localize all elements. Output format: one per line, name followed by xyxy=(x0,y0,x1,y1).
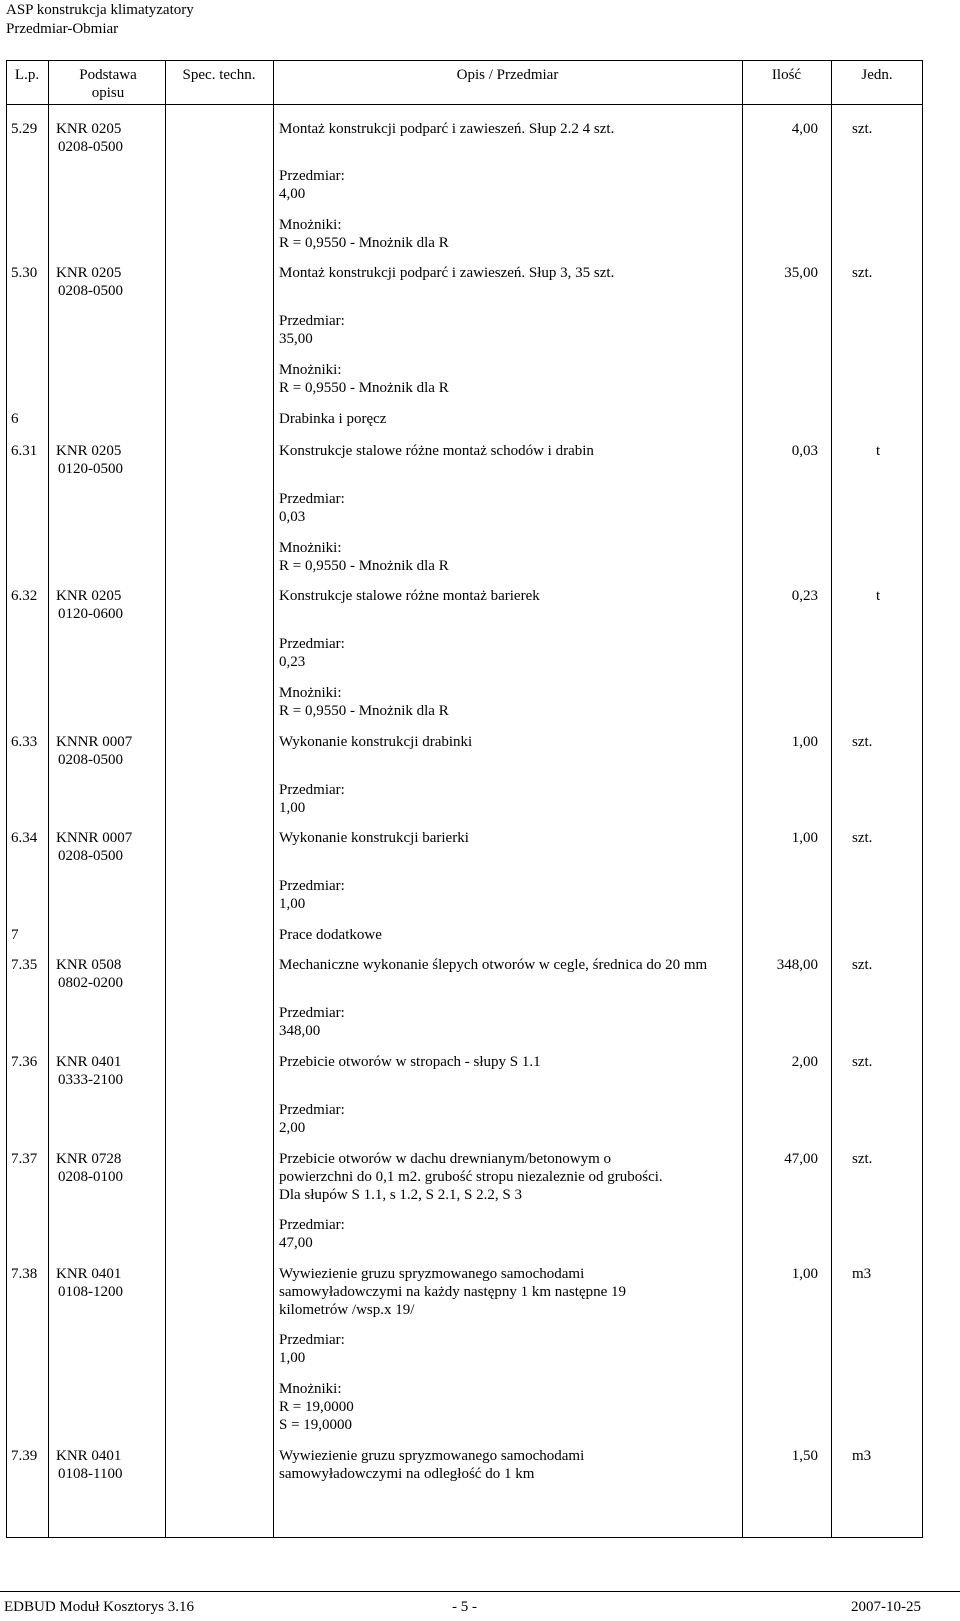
przedmiar-label: Przedmiar: xyxy=(279,636,345,652)
mnozniki-label: Mnożniki: xyxy=(279,540,342,556)
row-code: 0208-0500 xyxy=(58,139,123,155)
footer-divider xyxy=(0,1591,960,1592)
mnozniki-label: Mnożniki: xyxy=(279,217,342,233)
row-unit: szt. xyxy=(852,734,873,750)
row-lp: 7.36 xyxy=(11,1054,38,1070)
przedmiar-value: 0,03 xyxy=(279,509,306,525)
row-description: Wykonanie konstrukcji drabinki xyxy=(279,734,473,750)
row-quantity: 1,50 xyxy=(791,1448,818,1464)
row-lp: 5.29 xyxy=(11,121,38,137)
col-header-qty: Ilość xyxy=(771,67,802,83)
mnoznik-value: R = 0,9550 - Mnożnik dla R xyxy=(279,235,449,251)
document-title: ASP konstrukcja klimatyzatory xyxy=(6,2,194,18)
przedmiar-value: 1,00 xyxy=(279,896,306,912)
row-description: Konstrukcje stalowe różne montaż schodów i drabin xyxy=(279,443,594,459)
row-unit: szt. xyxy=(852,830,873,846)
row-description: Mechaniczne wykonanie ślepych otworów w cegle, średnica do 20 mm xyxy=(279,957,708,973)
row-code: 0333-2100 xyxy=(58,1072,123,1088)
przedmiar-label: Przedmiar: xyxy=(279,1332,345,1348)
row-unit: szt. xyxy=(852,957,873,973)
row-code: KNR 0205 xyxy=(56,265,122,281)
mnoznik-value: R = 0,9550 - Mnożnik dla R xyxy=(279,703,449,719)
row-code: 0802-0200 xyxy=(58,975,123,991)
mnozniki-label: Mnożniki: xyxy=(279,685,342,701)
row-quantity: 35,00 xyxy=(784,265,818,281)
row-lp: 6.34 xyxy=(11,830,38,846)
row-code: KNNR 0007 xyxy=(56,830,133,846)
przedmiar-value: 1,00 xyxy=(279,800,306,816)
mnoznik-value: R = 0,9550 - Mnożnik dla R xyxy=(279,558,449,574)
row-description: Przebicie otworów w stropach - słupy S 1.1 xyxy=(279,1054,541,1070)
row-lp: 6.33 xyxy=(11,734,38,750)
row-lp: 7.37 xyxy=(11,1151,38,1167)
mnoznik-value: S = 19,0000 xyxy=(279,1417,353,1433)
mnozniki-label: Mnożniki: xyxy=(279,1381,342,1397)
przedmiar-value: 35,00 xyxy=(279,331,313,347)
przedmiar-label: Przedmiar: xyxy=(279,878,345,894)
footer-date: 2007-10-25 xyxy=(851,1599,921,1615)
column-divider xyxy=(273,60,274,1538)
row-description: Konstrukcje stalowe różne montaż barierek xyxy=(279,588,540,604)
przedmiar-value: 1,00 xyxy=(279,1350,306,1366)
row-code: KNR 0508 xyxy=(56,957,122,973)
przedmiar-label: Przedmiar: xyxy=(279,491,345,507)
przedmiar-value: 2,00 xyxy=(279,1120,306,1136)
przedmiar-label: Przedmiar: xyxy=(279,1102,345,1118)
row-code: KNR 0205 xyxy=(56,443,122,459)
mnoznik-value: R = 0,9550 - Mnożnik dla R xyxy=(279,380,449,396)
row-unit: szt. xyxy=(852,121,873,137)
col-header-spec: Spec. techn. xyxy=(182,67,256,83)
mnoznik-value: R = 19,0000 xyxy=(279,1399,354,1415)
row-code: 0208-0500 xyxy=(58,283,123,299)
row-code: 0108-1200 xyxy=(58,1284,123,1300)
przedmiar-value: 47,00 xyxy=(279,1235,313,1251)
row-description: Przebicie otworów w dachu drewnianym/betonowym o powierzchni do 0,1 m2. grubość stropu niezaleznie od grubości. Dla słupów S 1.1, s 1.2, S 2.1, S 2.2, S 3 xyxy=(279,1151,663,1203)
section-number: 7 xyxy=(11,927,19,943)
row-lp: 7.39 xyxy=(11,1448,38,1464)
row-code: 0208-0500 xyxy=(58,752,123,768)
row-lp: 5.30 xyxy=(11,265,38,281)
row-quantity: 4,00 xyxy=(791,121,818,137)
przedmiar-label: Przedmiar: xyxy=(279,782,345,798)
col-header-desc: Opis / Przedmiar xyxy=(456,67,559,83)
row-unit: szt. xyxy=(852,265,873,281)
przedmiar-value: 348,00 xyxy=(279,1023,321,1039)
header-divider xyxy=(6,104,923,105)
row-quantity: 1,00 xyxy=(791,1266,818,1282)
row-code: KNNR 0007 xyxy=(56,734,133,750)
col-header-unit: Jedn. xyxy=(861,67,893,83)
row-unit: t xyxy=(876,588,881,604)
row-quantity: 0,03 xyxy=(791,443,818,459)
col-header-lp: L.p. xyxy=(14,67,40,83)
column-divider xyxy=(831,60,832,1538)
przedmiar-label: Przedmiar: xyxy=(279,313,345,329)
row-description: Wykonanie konstrukcji barierki xyxy=(279,830,469,846)
row-quantity: 1,00 xyxy=(791,734,818,750)
section-number: 6 xyxy=(11,411,19,427)
przedmiar-value: 4,00 xyxy=(279,186,306,202)
przedmiar-value: 0,23 xyxy=(279,654,306,670)
section-title: Prace dodatkowe xyxy=(279,927,382,943)
row-quantity: 1,00 xyxy=(791,830,818,846)
row-description: Montaż konstrukcji podparć i zawieszeń. Słup 2.2 4 szt. xyxy=(279,121,615,137)
column-divider xyxy=(165,60,166,1538)
row-quantity: 348,00 xyxy=(776,957,818,973)
row-code: KNR 0401 xyxy=(56,1266,122,1282)
row-quantity: 0,23 xyxy=(791,588,818,604)
row-lp: 7.38 xyxy=(11,1266,38,1282)
col-header-basis: Podstawa opisu xyxy=(79,67,137,101)
column-divider xyxy=(48,60,49,1538)
row-unit: m3 xyxy=(852,1266,872,1282)
przedmiar-label: Przedmiar: xyxy=(279,1005,345,1021)
row-description: Wywiezienie gruzu spryzmowanego samochodami samowyładowczymi na odległość do 1 km xyxy=(279,1448,585,1482)
row-code: KNR 0205 xyxy=(56,588,122,604)
row-code: KNR 0401 xyxy=(56,1054,122,1070)
row-code: KNR 0205 xyxy=(56,121,122,137)
row-quantity: 47,00 xyxy=(784,1151,818,1167)
row-unit: t xyxy=(876,443,881,459)
row-code: 0120-0600 xyxy=(58,606,123,622)
row-quantity: 2,00 xyxy=(791,1054,818,1070)
row-lp: 6.32 xyxy=(11,588,38,604)
row-lp: 6.31 xyxy=(11,443,38,459)
footer-software: EDBUD Moduł Kosztorys 3.16 xyxy=(4,1599,194,1615)
row-code: 0208-0500 xyxy=(58,848,123,864)
row-code: 0108-1100 xyxy=(58,1466,123,1482)
row-unit: m3 xyxy=(852,1448,872,1464)
row-code: KNR 0401 xyxy=(56,1448,122,1464)
przedmiar-label: Przedmiar: xyxy=(279,168,345,184)
przedmiar-label: Przedmiar: xyxy=(279,1217,345,1233)
row-description: Montaż konstrukcji podparć i zawieszeń. Słup 3, 35 szt. xyxy=(279,265,615,281)
footer-page-number: - 5 - xyxy=(452,1599,477,1615)
document-subtitle: Przedmiar-Obmiar xyxy=(6,21,119,37)
row-unit: szt. xyxy=(852,1151,873,1167)
row-code: KNR 0728 xyxy=(56,1151,122,1167)
row-code: 0208-0100 xyxy=(58,1169,123,1185)
row-lp: 7.35 xyxy=(11,957,38,973)
row-unit: szt. xyxy=(852,1054,873,1070)
row-description: Wywiezienie gruzu spryzmowanego samochodami samowyładowczymi na każdy następny 1 km następne 19 kilometrów /wsp.x 19/ xyxy=(279,1266,626,1318)
section-title: Drabinka i poręcz xyxy=(279,411,387,427)
row-code: 0120-0500 xyxy=(58,461,123,477)
mnozniki-label: Mnożniki: xyxy=(279,362,342,378)
